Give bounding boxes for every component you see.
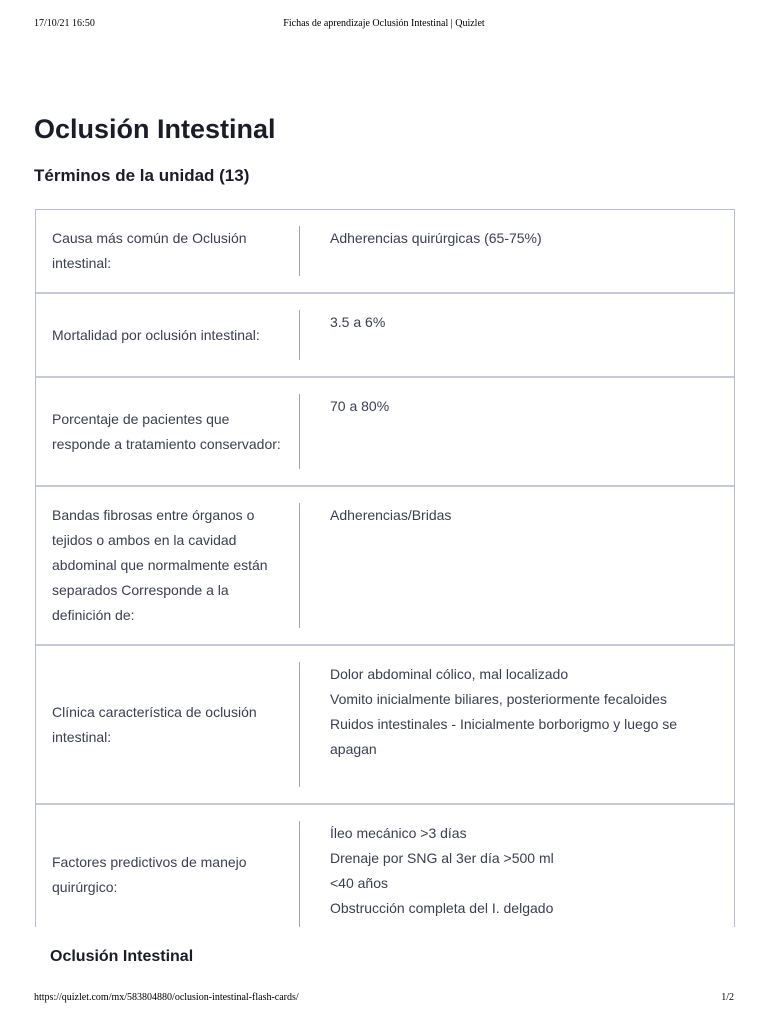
term-text — [36, 394, 300, 469]
term-definition — [300, 394, 734, 469]
term-label: Porcentaje de pacientes que responde a tratamiento conservador: — [52, 410, 281, 452]
definition-label: Dolor abdominal cólico, mal localizado Vomito inicialmente biliares, posteriormente fecaloides Ruidos intestinales - Inicialmente borborigmo y luego se apagan — [330, 666, 678, 757]
term-definition — [300, 503, 734, 628]
terms-list — [35, 209, 735, 927]
term-definition — [300, 310, 734, 360]
term-text — [36, 662, 300, 787]
term-row — [36, 294, 734, 378]
term-label: Bandas fibrosas entre órganos o tejidos o ambos en la cavidad abdominal que normalmente están separados Corresponde a la definición de: — [52, 507, 268, 623]
term-row — [36, 378, 734, 487]
term-text — [36, 503, 300, 628]
page-title: Oclusión Intestinal — [34, 114, 276, 144]
definition-label: 3.5 a 6% — [330, 314, 386, 330]
term-row — [36, 646, 734, 805]
definition-label: Adherencias quirúrgicas (65-75%) — [330, 230, 542, 246]
print-url: https://quizlet.com/mx/583804880/oclusion-intestinal-flash-cards/ — [34, 992, 299, 1003]
sticky-set-title: Oclusión Intestinal — [50, 948, 194, 965]
print-datetime: 17/10/21 16:50 — [34, 18, 95, 29]
print-document-title: Fichas de aprendizaje Oclusión Intestinal | Quizlet — [283, 18, 485, 29]
term-label: Factores predictivos de manejo quirúrgico: — [52, 854, 247, 895]
term-text — [36, 821, 300, 927]
print-footer — [34, 992, 734, 1006]
term-definition — [300, 226, 734, 276]
term-row — [36, 210, 734, 294]
print-page-number: 1/2 — [721, 992, 734, 1003]
definition-label: Íleo mecánico >3 días Drenaje por SNG al 3er día >500 ml <40 años Obstrucción completa del I. delgado — [330, 825, 554, 916]
term-definition — [300, 821, 734, 927]
term-label: Causa más común de Oclusión intestinal: — [52, 230, 247, 271]
terms-section-title: Términos de la unidad (13) — [34, 166, 250, 185]
term-label: Clínica característica de oclusión intestinal: — [52, 703, 257, 745]
term-row — [36, 487, 734, 646]
term-text — [36, 310, 300, 360]
definition-label: 70 a 80% — [330, 398, 390, 414]
term-text — [36, 226, 300, 276]
definition-label: Adherencias/Bridas — [330, 507, 452, 523]
term-definition — [300, 662, 734, 787]
term-label: Mortalidad por oclusión intestinal: — [52, 326, 260, 343]
print-header — [34, 18, 734, 32]
term-row — [36, 805, 734, 927]
